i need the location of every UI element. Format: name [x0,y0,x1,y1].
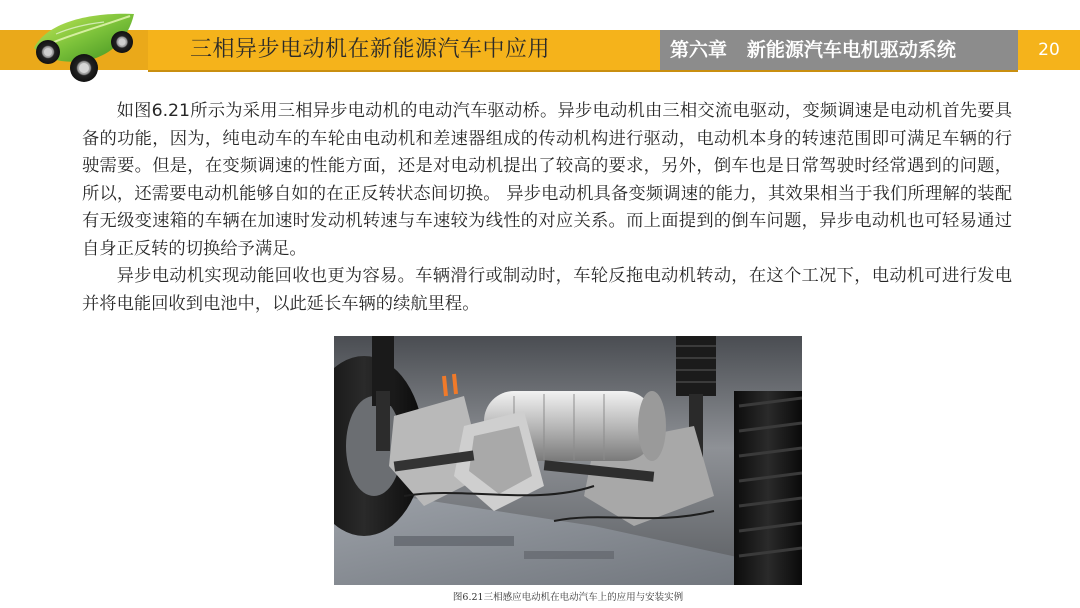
header-divider [148,70,1018,72]
header-band [0,30,1080,70]
page-number: 20 [1018,30,1080,70]
paragraph-1: 如图6.21所示为采用三相异步电动机的电动汽车驱动桥。异步电动机由三相交流电驱动，变频调速是电动机首先要具备的功能，因为，纯电动车的车轮由电动机和差速器组成的传动机构进行驱动，电动机本身的转速范围即可满足车辆的行驶需要。但是，在变频调速的性能方面，还是对电动机提出了较高的要求，另外，倒车也是日常驾驶时经常遇到的问题，所以，还需要电动机能够自如的在正反转状态间切换。 异步电动机具备变频调速的能力，其效果相当于我们所理解的装配有无级变速箱的车辆在加速时发动机转速与车速较为线性的对应关系。而上面提到的倒车问题，异步电动机也可轻易通过自身正反转的切换给予满足。 [82,101,1012,259]
drive-axle-photo [334,336,802,585]
paragraph-2: 异步电动机实现动能回收也更为容易。车辆滑行或制动时，车轮反拖电动机转动，在这个工况下，电动机可进行发电并将电能回收到电池中，以此延长车辆的续航里程。 [82,266,1012,314]
body-text [82,98,1012,318]
green-car-logo-icon [26,6,146,86]
chapter-title: 第六章 新能源汽车电机驱动系统 [660,30,1018,70]
page-title: 三相异步电动机在新能源汽车中应用 [148,30,660,70]
figure-caption: 图6.21三相感应电动机在电动汽车上的应用与安装实例 [452,592,684,603]
